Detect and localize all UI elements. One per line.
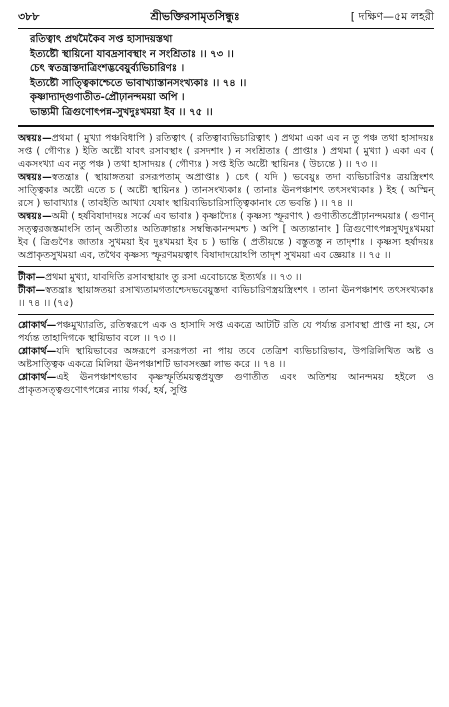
- page-header: [18, 6, 434, 26]
- shlokartha-label: শ্লোকার্থ—: [18, 346, 57, 357]
- anvaya-paragraph: [18, 171, 434, 210]
- verse-line: ইত্যষ্টৌ স্থায়িনো যাবদ্রসাবস্থাং ন সংশ্রিতাঃ ।। ৭৩ ।।: [30, 48, 234, 60]
- shlokartha-section: [18, 319, 434, 397]
- tika-section: [18, 271, 434, 310]
- tika-label: টীকা—: [18, 285, 46, 296]
- anvaya-text: স্বতন্ত্রাঃ ( স্থায়াঙ্গতয়া রসরূপতাম্ অপ্রাপ্তাঃ ) চেৎ ( যদি ) ভবেয়ুঃ তদা ব্যভিচারিণঃ ত্রয়স্ত্রিংশৎ সাত্ত্বিকাঃ অষ্টৌ এতে চ ( অষ্টৌ স্থায়িনঃ ) তানসংখ্যকাঃ ( তানাঃ ঊনপঞ্চাশৎ তৎসংখ্যকাঃ ) ইহ ( অস্মিন্ রসে ) ভাবাখ্যাঃ ( তাবইতি আখ্যা যেষাং স্থায়িব্যভিচারিসাত্ত্বিকানাং তে ভবন্তি ) ।। ৭৪ ।।: [18, 172, 434, 209]
- shlokartha-paragraph: [18, 319, 434, 345]
- tika-text: প্রথমা মুখ্যা, যাবদিতি রসাবস্থায়াং তু রসা এবোচ্যন্তে ইত্যর্থঃ ।। ৭৩ ।।: [45, 272, 302, 283]
- shlokartha-label: শ্লোকার্থ—: [18, 372, 57, 383]
- anvaya-paragraph: [18, 132, 434, 171]
- verse-line: ভান্ত্যমী ত্রিগুণোৎপন্ন-সুখদুঃখময়া ইব ।। ৭৫ ।।: [30, 106, 213, 118]
- anvaya-label: অন্বয়ঃ—: [18, 211, 52, 222]
- shlokartha-text: এই ঊনপঞ্চাশৎভাব কৃষ্ণস্ফূর্তিময়ত্বপ্রযুক্ত গুণাতীত এবং অতিশয় আনন্দময় হইলে ও প্রাকৃতসত্ত্বগুণোৎপন্নের ন্যায় গর্ব্ব, হর্ষ, সুপ্তি: [18, 372, 434, 396]
- tika-text: স্বতন্ত্রাঃ স্থায়াঙ্গতয়া রসাখ্যতামগতাশ্চেদভবেয়ুস্তদা ব্যভিচারিণস্ত্রয়স্ত্রিংশৎ । তানা ঊনপঞ্চাশৎ তৎসংখ্যকাঃ ।। ৭৪ ।। (৭৫): [18, 285, 434, 309]
- verse-line: কৃষ্ণাদ্যাদ্গুণাতীত-প্রৌঢ়ানন্দময়া অপি ।: [30, 92, 185, 103]
- verse-line: ইত্যষ্টৌ সাত্ত্বিকাশ্চেতে ভাবাখ্যাস্তানসংখ্যকাঃ ।। ৭৪ ।।: [30, 77, 247, 89]
- verse-line: রতিত্বাৎ প্রথমৈকৈব সপ্ত হাসাদয়স্তথা: [30, 34, 173, 45]
- book-page: [18, 6, 434, 397]
- verse-rule: [18, 125, 434, 127]
- shlokartha-paragraph: [18, 345, 434, 371]
- anvaya-section: [18, 132, 434, 262]
- header-rule: [18, 28, 434, 29]
- anvaya-text: প্রথমা ( মুখ্যা পঞ্চবিধাপি ) রতিত্বাৎ ( রতিত্বাব্যভিচারিত্বাৎ ) প্রথমা একা এব ন তু পঞ্চ তথা হাসাদয়ঃ সপ্ত ( গৌণ্যঃ ) ইতি অষ্টৌ যাবৎ রসাবস্থাং ( রসদশাং ) ন সংশ্রিতাঃ ( প্রাপ্তাঃ ) প্রথমা ( মুখ্যা ) একা এব ( একসংখ্যা এব নতু পঞ্চ ) তথা হাসাদয়ঃ ( গৌণ্যঃ ) সপ্ত ইতি অষ্টৌ স্থায়িনঃ ( উচ্যন্তে ) ।। ৭৩ ।।: [18, 133, 434, 170]
- anvaya-text: অমী ( হর্ষবিষাদাদয়ঃ সর্ব্বে এব ভাবাঃ ) কৃষ্ণাদ্যৈঃ ( কৃষ্ণস্য স্ফূরণাৎ ) গুণাতীতপ্রৌঢ়ানন্দময়াঃ ( গুণান্ সত্ত্বরজস্তমাংসি তান্ অতীতাঃ অতিক্রান্তাঃ সম্বন্ধিকানন্দমশ্চ ) অপি [ অত্যন্তানাং ] ত্রিগুণোৎপন্নসুখদুঃখময়া ইব ( ত্রিগুণৈঃ জাতাঃ সুখময়া ইব দুঃখময়া ইব চ ) ভান্তি ( প্রতীয়ন্তে ) বস্তুতস্তু ন তাদৃশাঃ । কৃষ্ণস্য হর্ষাদয়ঃ অপ্রাকৃতসুখময়া এব, তথৈব কৃষ্ণস্য স্ফূরণময়ত্বাৎ বিষাদাদয়োঽপি তাদৃশ সুখময়া এব জ্ঞেয়াঃ ।। ৭৫ ।।: [18, 211, 434, 261]
- shlokartha-text: যদি স্থায়িভাবের অঙ্গরূপে রসরূপতা না পায় তবে তেত্রিশ ব্যভিচারিভাব, উপরিলিখিত অষ্ট ও অষ্টসাত্ত্বিক একত্রে মিলিয়া ঊনপঞ্চাশটি ভাবসংজ্ঞা লাভ করে ।। ৭৪ ।।: [18, 346, 434, 370]
- tika-paragraph: [18, 284, 434, 310]
- section-divider: [18, 266, 434, 267]
- anvaya-label: অন্বয়ঃ—: [18, 133, 52, 144]
- anvaya-paragraph: [18, 210, 434, 262]
- tika-label: টীকা—: [18, 272, 46, 283]
- sanskrit-verse: [18, 33, 434, 120]
- shlokartha-label: শ্লোকার্থ—: [18, 320, 57, 331]
- section-label: [ দক্ষিণ—৫ম লহরী: [350, 9, 434, 23]
- book-title: শ্রীভক্তিরসামৃতসিন্ধুঃ: [150, 9, 240, 23]
- shlokartha-text: পঞ্চমুখ্যারতি, রতিস্বরূপে এক ও হাসাদি সপ্ত একত্রে আটটি রতি যে পর্য্যন্ত রসাবস্থা প্রাপ্ত না হয়, সে পর্য্যন্ত তাহাদিগকে স্থায়িভাব বলে ।। ৭৩ ।।: [18, 320, 434, 344]
- anvaya-label: অন্বয়ঃ—: [18, 172, 52, 183]
- shlokartha-paragraph: [18, 371, 434, 397]
- verse-line: চেৎ স্বতন্ত্রাস্তদাত্রিংশদ্ভবেয়ুর্ব্যভিচারিণঃ ।: [30, 63, 185, 74]
- tika-paragraph: [18, 271, 434, 284]
- section-divider: [18, 314, 434, 315]
- page-number: ৩৮৮: [18, 9, 40, 23]
